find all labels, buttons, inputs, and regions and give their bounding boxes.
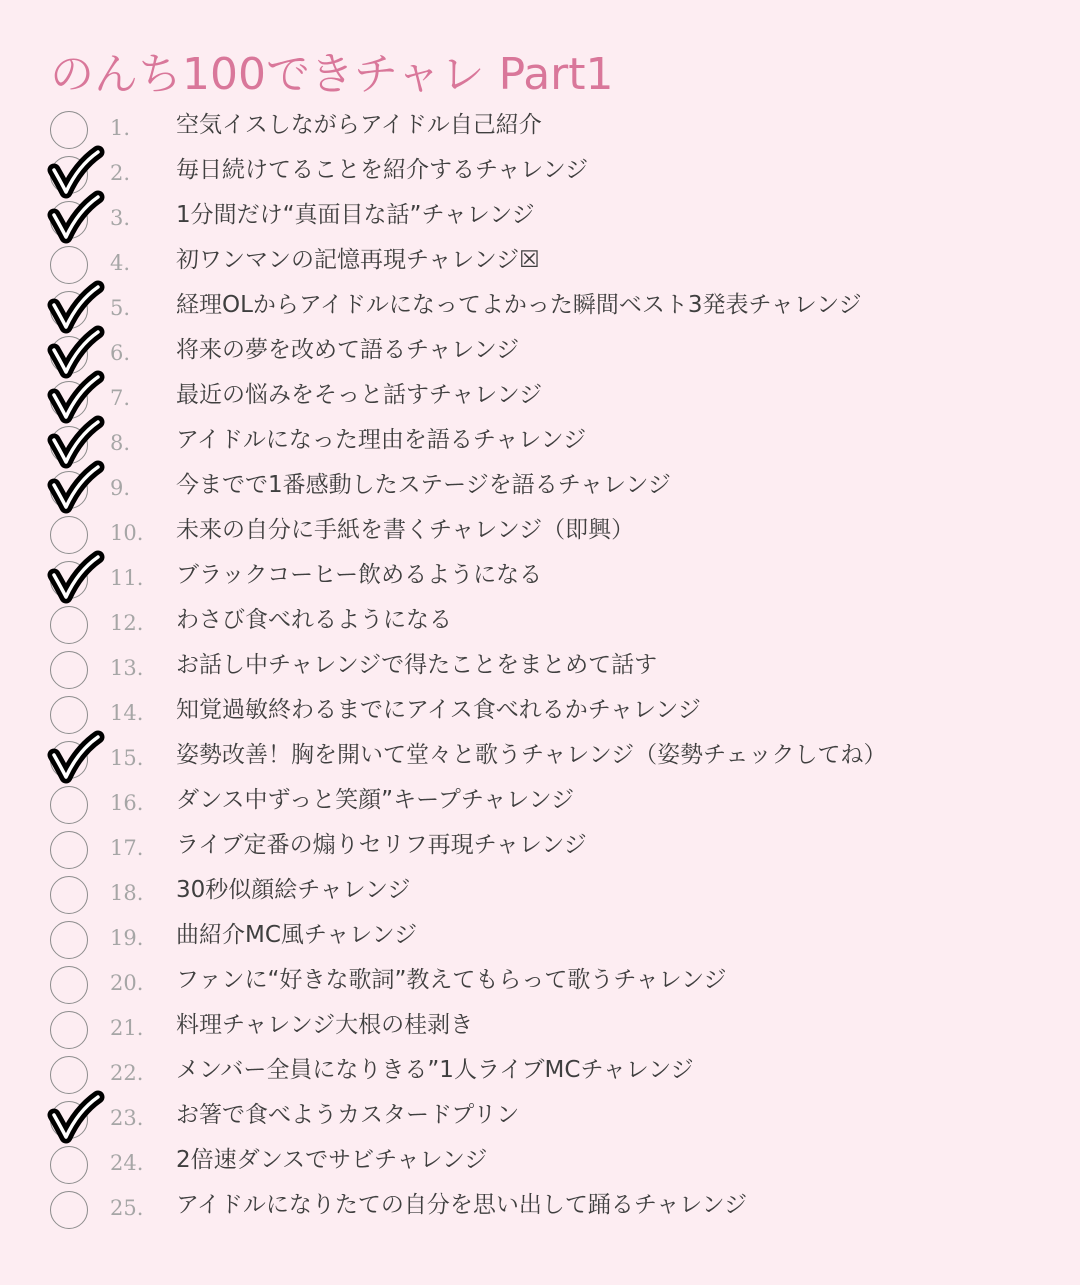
checkbox-circle[interactable]: [50, 1191, 88, 1229]
checkbox-circle[interactable]: [50, 1011, 88, 1049]
item-number: 24.: [110, 1151, 144, 1175]
item-number: 18.: [110, 881, 144, 905]
checkbox-circle[interactable]: [50, 651, 88, 689]
checkbox-circle[interactable]: [50, 381, 88, 419]
list-item: [0, 197, 1080, 242]
list-item: [0, 512, 1080, 557]
item-text: 将来の夢を改めて語るチャレンジ: [176, 337, 520, 363]
item-text: ライブ定番の煽りセリフ再現チャレンジ: [176, 832, 587, 858]
checkbox-circle[interactable]: [50, 471, 88, 509]
item-number: 13.: [110, 656, 144, 680]
list-item: [0, 242, 1080, 287]
item-number: 3.: [110, 206, 131, 230]
item-text: お話し中チャレンジで得たことをまとめて話す: [176, 652, 658, 678]
checkbox-circle[interactable]: [50, 336, 88, 374]
item-text: 毎日続けてることを紹介するチャレンジ: [176, 157, 589, 183]
item-number: 20.: [110, 971, 144, 995]
checkbox-circle[interactable]: [50, 921, 88, 959]
item-number: 5.: [110, 296, 131, 320]
checkbox-circle[interactable]: [50, 561, 88, 599]
list-item: [0, 872, 1080, 917]
item-text: 2倍速ダンスでサビチャレンジ: [176, 1147, 488, 1173]
item-text: 姿勢改善！胸を開いて堂々と歌うチャレンジ（姿勢チェックしてね）: [176, 742, 887, 768]
item-text: ダンス中ずっと笑顔”キープチャレンジ: [176, 787, 575, 813]
item-number: 22.: [110, 1061, 144, 1085]
list-item: [0, 557, 1080, 602]
checkbox-circle[interactable]: [50, 291, 88, 329]
item-text: ファンに“好きな歌詞”教えてもらって歌うチャレンジ: [176, 967, 727, 993]
item-number: 16.: [110, 791, 144, 815]
item-number: 2.: [110, 161, 131, 185]
list-item: [0, 1142, 1080, 1187]
page-title: のんち100できチャレ Part1: [50, 49, 614, 100]
item-number: 11.: [110, 566, 144, 590]
list-item: [0, 647, 1080, 692]
checkbox-circle[interactable]: [50, 831, 88, 869]
item-number: 15.: [110, 746, 144, 770]
checkbox-circle[interactable]: [50, 426, 88, 464]
list-item: [0, 107, 1080, 152]
item-text: 初ワンマンの記憶再現チャレンジ☒: [176, 247, 540, 273]
item-text: 空気イスしながらアイドル自己紹介: [176, 112, 542, 138]
item-number: 6.: [110, 341, 131, 365]
item-text: アイドルになりたての自分を思い出して踊るチャレンジ: [176, 1192, 748, 1218]
checkbox-circle[interactable]: [50, 741, 88, 779]
list-item: [0, 422, 1080, 467]
list-item: [0, 332, 1080, 377]
checkbox-circle[interactable]: [50, 606, 88, 644]
item-text: お箸で食べようカスタードプリン: [176, 1102, 520, 1128]
checkbox-circle[interactable]: [50, 516, 88, 554]
list-item: [0, 827, 1080, 872]
list-item: [0, 692, 1080, 737]
item-text: 経理OLからアイドルになってよかった瞬間ベスト3発表チャレンジ: [176, 292, 862, 318]
list-item: [0, 602, 1080, 647]
checkbox-circle[interactable]: [50, 696, 88, 734]
item-text: アイドルになった理由を語るチャレンジ: [176, 427, 587, 453]
item-number: 4.: [110, 251, 131, 275]
checkbox-circle[interactable]: [50, 156, 88, 194]
item-text: メンバー全員になりきる”1人ライブMCチャレンジ: [176, 1057, 694, 1083]
list-item: [0, 467, 1080, 512]
item-number: 12.: [110, 611, 144, 635]
checkbox-circle[interactable]: [50, 876, 88, 914]
list-item: [0, 962, 1080, 1007]
list-item: [0, 1052, 1080, 1097]
item-number: 19.: [110, 926, 144, 950]
item-number: 17.: [110, 836, 144, 860]
list-item: [0, 917, 1080, 962]
checkbox-circle[interactable]: [50, 201, 88, 239]
item-text: 未来の自分に手紙を書くチャレンジ（即興）: [176, 517, 635, 543]
checkbox-circle[interactable]: [50, 111, 88, 149]
item-number: 10.: [110, 521, 144, 545]
checkbox-circle[interactable]: [50, 1146, 88, 1184]
item-text: ブラックコーヒー飲めるようになる: [176, 562, 543, 588]
item-number: 14.: [110, 701, 144, 725]
challenge-list: [0, 107, 1080, 1232]
list-item: [0, 782, 1080, 827]
checkbox-circle[interactable]: [50, 246, 88, 284]
item-number: 25.: [110, 1196, 144, 1220]
item-text: 30秒似顔絵チャレンジ: [176, 877, 411, 903]
checkbox-circle[interactable]: [50, 786, 88, 824]
list-item: [0, 287, 1080, 332]
list-item: [0, 152, 1080, 197]
item-text: 最近の悩みをそっと話すチャレンジ: [176, 382, 543, 408]
item-text: 1分間だけ“真面目な話”チャレンジ: [176, 202, 535, 228]
checkbox-circle[interactable]: [50, 966, 88, 1004]
item-number: 9.: [110, 476, 131, 500]
item-text: 知覚過敏終わるまでにアイス食べれるかチャレンジ: [176, 697, 701, 723]
item-text: 曲紹介MC風チャレンジ: [176, 922, 418, 948]
list-item: [0, 737, 1080, 782]
item-number: 23.: [110, 1106, 144, 1130]
item-number: 8.: [110, 431, 131, 455]
checkbox-circle[interactable]: [50, 1056, 88, 1094]
list-item: [0, 377, 1080, 422]
list-item: [0, 1187, 1080, 1232]
item-number: 7.: [110, 386, 131, 410]
checkbox-circle[interactable]: [50, 1101, 88, 1139]
item-number: 21.: [110, 1016, 144, 1040]
item-text: わさび食べれるようになる: [176, 607, 452, 633]
item-text: 今までで1番感動したステージを語るチャレンジ: [176, 472, 671, 498]
list-item: [0, 1097, 1080, 1142]
list-item: [0, 1007, 1080, 1052]
item-text: 料理チャレンジ大根の桂剥き: [176, 1012, 474, 1038]
item-number: 1.: [110, 116, 131, 140]
